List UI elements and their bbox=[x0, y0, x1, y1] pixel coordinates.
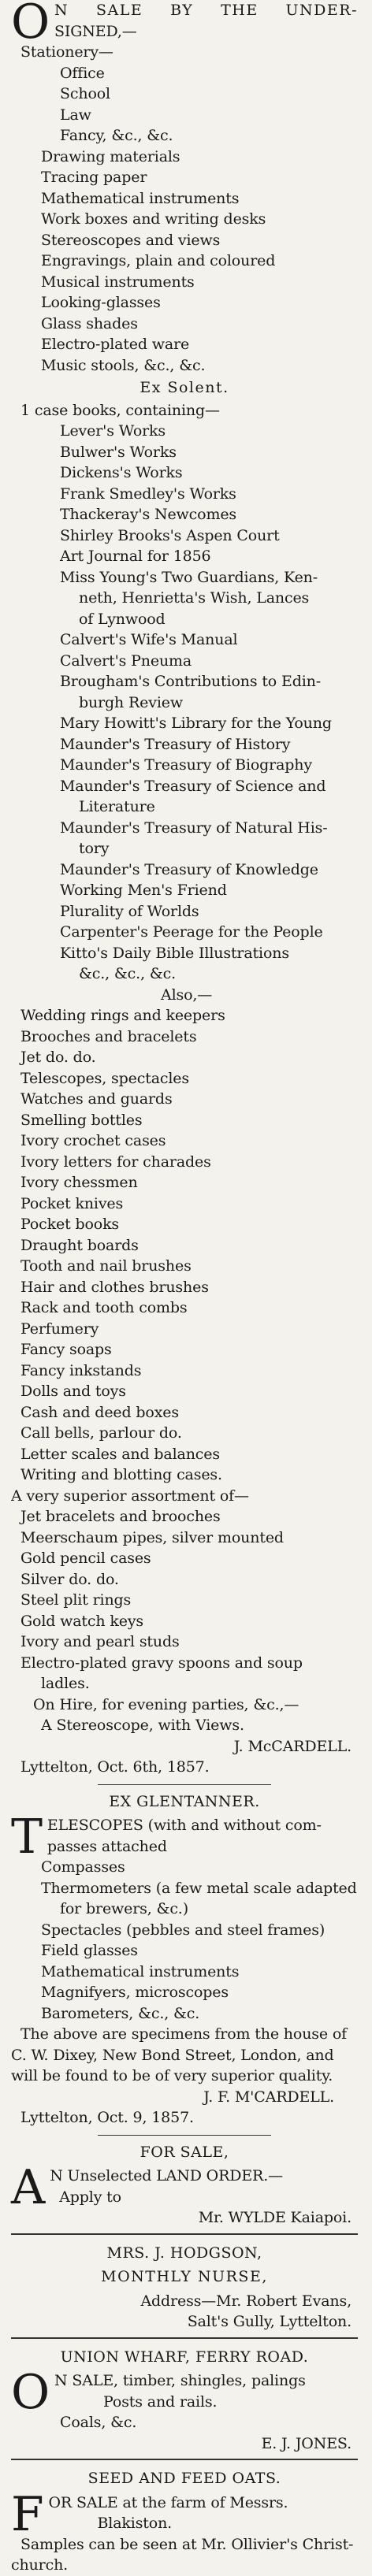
list-item: Ivory crochet cases bbox=[20, 1132, 166, 1149]
divider bbox=[98, 1784, 271, 1785]
list-item: Pocket knives bbox=[20, 1194, 124, 1212]
list-item: Maunder's Treasury of Science and bbox=[60, 777, 326, 795]
list-item: Watches and guards bbox=[20, 1090, 173, 1108]
dateline: Lyttelton, Oct. 6th, 1857. bbox=[20, 1758, 210, 1776]
list-item: Pocket books bbox=[20, 1216, 120, 1233]
paragraph-line: Samples can be seen at Mr. Ollivier's Christ- bbox=[20, 2535, 354, 2553]
drop-cap-letter: A bbox=[11, 2160, 46, 2215]
list-item: Thermometers (a few metal scale adapted bbox=[41, 1879, 357, 1897]
list-item: Electro-plated gravy spoons and soup bbox=[20, 1654, 303, 1672]
list-item: Law bbox=[60, 106, 91, 124]
section-subhead: Also,— bbox=[161, 985, 213, 1004]
list-item: Compasses bbox=[41, 1858, 125, 1876]
advert-telescopes bbox=[11, 1791, 358, 2129]
list-item: Spectacles (pebbles and steel frames) bbox=[41, 1921, 326, 1939]
paragraph-line: church. bbox=[11, 2556, 69, 2574]
advert-opening bbox=[11, 1810, 358, 1865]
divider bbox=[98, 2135, 271, 2136]
list-item: A Stereoscope, with Views. bbox=[41, 1717, 244, 1734]
divider bbox=[11, 2337, 358, 2339]
list-item: Brougham's Contributions to Edin- bbox=[60, 673, 321, 690]
list-item: Hair and clothes brushes bbox=[20, 1278, 209, 1296]
book-list bbox=[11, 400, 358, 985]
advert-heading: UNION WHARF, FERRY ROAD. bbox=[60, 2348, 309, 2366]
opening-line: Blakiston. bbox=[97, 2515, 173, 2532]
advert-oats bbox=[11, 2468, 358, 2576]
list-item: Draught boards bbox=[20, 1236, 139, 1254]
drop-cap-letter: F bbox=[11, 2486, 44, 2542]
item-list bbox=[11, 1857, 358, 2024]
list-item: Mathematical instruments bbox=[41, 189, 240, 207]
list-item: Office bbox=[60, 64, 105, 82]
divider bbox=[11, 2459, 358, 2460]
dateline: Lyttelton, Oct. 9, 1857. bbox=[20, 2109, 194, 2126]
list-item: Literature bbox=[79, 798, 155, 815]
list-item: Carpenter's Peerage for the People bbox=[60, 923, 323, 941]
list-item: Magnifyers, microscopes bbox=[41, 1984, 229, 2001]
list-item: of Lynwood bbox=[79, 610, 166, 628]
list-item: Working Men's Friend bbox=[60, 882, 227, 899]
list-item: Barometers, &c., &c. bbox=[41, 2004, 200, 2022]
address-line: Salt's Gully, Lyttelton. bbox=[187, 2313, 352, 2330]
contact-line: Mr. WYLDE Kaiapoi. bbox=[198, 2209, 352, 2226]
drop-cap-letter: T bbox=[11, 1810, 43, 1865]
signature: J. F. M'CARDELL. bbox=[203, 2088, 334, 2106]
list-item: Steel plit rings bbox=[20, 1591, 132, 1609]
signature: J. McCARDELL. bbox=[233, 1737, 352, 1755]
section-subhead: Ex Solent. bbox=[140, 379, 229, 396]
list-item: Dickens's Works bbox=[60, 464, 183, 481]
list-item: tory bbox=[79, 840, 110, 857]
list-item: Ivory and pearl studs bbox=[20, 1633, 180, 1650]
list-item: Calvert's Pneuma bbox=[60, 651, 192, 670]
list-item: Call bells, parlour do. bbox=[20, 1424, 182, 1442]
list-item: Miss Young's Two Guardians, Ken- bbox=[60, 568, 318, 586]
list-item: Calvert's Wife's Manual bbox=[60, 631, 238, 648]
list-item: Work boxes and writing desks bbox=[41, 210, 266, 228]
opening-line: SIGNED,— bbox=[54, 22, 137, 40]
list-item: Maunder's Treasury of Knowledge bbox=[60, 860, 318, 878]
list-item: Fancy soaps bbox=[20, 1341, 112, 1358]
list-item: Frank Smedley's Works bbox=[60, 484, 236, 503]
list-item: neth, Henrietta's Wish, Lances bbox=[79, 589, 310, 607]
list-item: School bbox=[60, 85, 110, 102]
opening-line: N SALE, timber, shingles, palings bbox=[54, 2372, 306, 2389]
list-item: Fancy, &c., &c. bbox=[60, 127, 173, 144]
paragraph-line: will be found to be of very superior quality. bbox=[11, 2067, 333, 2084]
opening-line: N SALE BY THE UNDER- bbox=[54, 2, 358, 19]
opening-line: passes attached bbox=[46, 1837, 167, 1855]
list-item: Field glasses bbox=[41, 1942, 138, 1959]
list-item: Electro-plated ware bbox=[41, 336, 190, 353]
drop-cap-letter: O bbox=[11, 2365, 50, 2420]
list-item: Engravings, plain and coloured bbox=[41, 252, 276, 269]
list-item: Smelling bottles bbox=[20, 1111, 143, 1129]
list-item: Looking-glasses bbox=[41, 294, 161, 311]
advert-union-wharf bbox=[11, 2347, 358, 2455]
list-item: Ivory letters for charades bbox=[20, 1153, 211, 1171]
list-item: 1 case books, containing— bbox=[20, 401, 220, 419]
paragraph-line: C. W. Dixey, New Bond Street, London, and bbox=[11, 2046, 334, 2064]
list-item: Rack and tooth combs bbox=[20, 1299, 188, 1316]
list-item: Perfumery bbox=[20, 1320, 99, 1338]
advert-monthly-nurse bbox=[11, 2243, 358, 2333]
list-item: Jet bracelets and brooches bbox=[20, 1508, 221, 1525]
advert-opening bbox=[11, 2365, 358, 2420]
list-item: Musical instruments bbox=[41, 273, 195, 291]
list-item: Meerschaum pipes, silver mounted bbox=[20, 1528, 284, 1546]
list-item: Maunder's Treasury of Biography bbox=[60, 756, 312, 774]
advert-opening bbox=[11, 2160, 358, 2215]
opening-line: N Unselected LAND ORDER.— bbox=[50, 2167, 283, 2184]
list-item: Letter scales and balances bbox=[20, 1445, 220, 1463]
list-item: Jet do. do. bbox=[20, 1049, 96, 1066]
list-item: Telescopes, spectacles bbox=[20, 1069, 190, 1087]
paragraph-line: The above are specimens from the house of bbox=[20, 2025, 348, 2043]
list-item: Dolls and toys bbox=[20, 1383, 126, 1400]
list-item: Tooth and nail brushes bbox=[20, 1257, 192, 1275]
list-item: On Hire, for evening parties, &c.,— bbox=[33, 1695, 299, 1713]
advert-subheading: MONTHLY NURSE, bbox=[101, 2268, 268, 2285]
advert-heading: FOR SALE, bbox=[140, 2143, 229, 2161]
list-item: Stationery— bbox=[20, 43, 113, 61]
item-list bbox=[11, 42, 358, 376]
list-item: Bulwer's Works bbox=[60, 443, 177, 461]
list-item: Maunder's Treasury of Natural His- bbox=[60, 818, 328, 837]
list-item: Gold watch keys bbox=[20, 1612, 144, 1630]
advert-heading: SEED AND FEED OATS. bbox=[87, 2470, 281, 2487]
divider bbox=[11, 2233, 358, 2235]
list-item: Plurality of Worlds bbox=[60, 902, 199, 920]
list-item: Shirley Brooks's Aspen Court bbox=[60, 526, 280, 544]
list-item: Mathematical instruments bbox=[41, 1962, 240, 1980]
list-item: Writing and blotting cases. bbox=[20, 1466, 222, 1483]
list-item: Tracing paper bbox=[41, 169, 147, 186]
advert-opening bbox=[11, 2486, 358, 2542]
list-item: Ivory chessmen bbox=[20, 1174, 138, 1191]
drop-cap-letter: O bbox=[11, 0, 50, 50]
advert-opening bbox=[11, 0, 358, 50]
list-item: Silver do. do. bbox=[20, 1570, 119, 1588]
list-item: Stereoscopes and views bbox=[41, 231, 221, 249]
list-item: Lever's Works bbox=[60, 422, 166, 440]
advert-heading: EX GLENTANNER. bbox=[109, 1792, 260, 1810]
list-item: Cash and deed boxes bbox=[20, 1403, 179, 1421]
list-item: &c., &c., &c. bbox=[79, 965, 176, 982]
list-item: Wedding rings and keepers bbox=[20, 1007, 225, 1024]
advert-sale-stationery bbox=[11, 0, 358, 1778]
newspaper-column bbox=[11, 0, 358, 2576]
list-item: burgh Review bbox=[79, 693, 183, 711]
list-item: Glass shades bbox=[41, 314, 138, 332]
advert-land-order bbox=[11, 2142, 358, 2229]
list-item: Brooches and bracelets bbox=[20, 1027, 197, 1045]
item-line: Coals, &c. bbox=[60, 2414, 137, 2431]
item-list bbox=[11, 1005, 358, 1736]
list-item: ladles. bbox=[41, 1675, 90, 1692]
list-item: Thackeray's Newcomes bbox=[60, 506, 237, 523]
opening-line: OR SALE at the farm of Messrs. bbox=[48, 2493, 288, 2511]
list-item: Kitto's Daily Bible Illustrations bbox=[60, 944, 289, 962]
advert-heading: MRS. J. HODGSON, bbox=[106, 2244, 262, 2262]
list-item: A very superior assortment of— bbox=[11, 1487, 249, 1505]
list-item: Art Journal for 1856 bbox=[60, 547, 211, 565]
signature: E. J. JONES. bbox=[261, 2434, 352, 2452]
opening-line: Posts and rails. bbox=[103, 2392, 218, 2411]
list-item: for brewers, &c.) bbox=[60, 1900, 188, 1917]
list-item: Music stools, &c., &c. bbox=[41, 356, 206, 374]
list-item: Fancy inkstands bbox=[20, 1361, 142, 1379]
address-line: Address—Mr. Robert Evans, bbox=[140, 2292, 352, 2310]
list-item: Drawing materials bbox=[41, 147, 180, 165]
list-item: Mary Howitt's Library for the Young bbox=[60, 715, 332, 732]
list-item: Maunder's Treasury of History bbox=[60, 735, 291, 753]
list-item: Gold pencil cases bbox=[20, 1550, 151, 1567]
opening-line: Apply to bbox=[59, 2188, 121, 2206]
opening-line: ELESCOPES (with and without com- bbox=[46, 1817, 322, 1834]
